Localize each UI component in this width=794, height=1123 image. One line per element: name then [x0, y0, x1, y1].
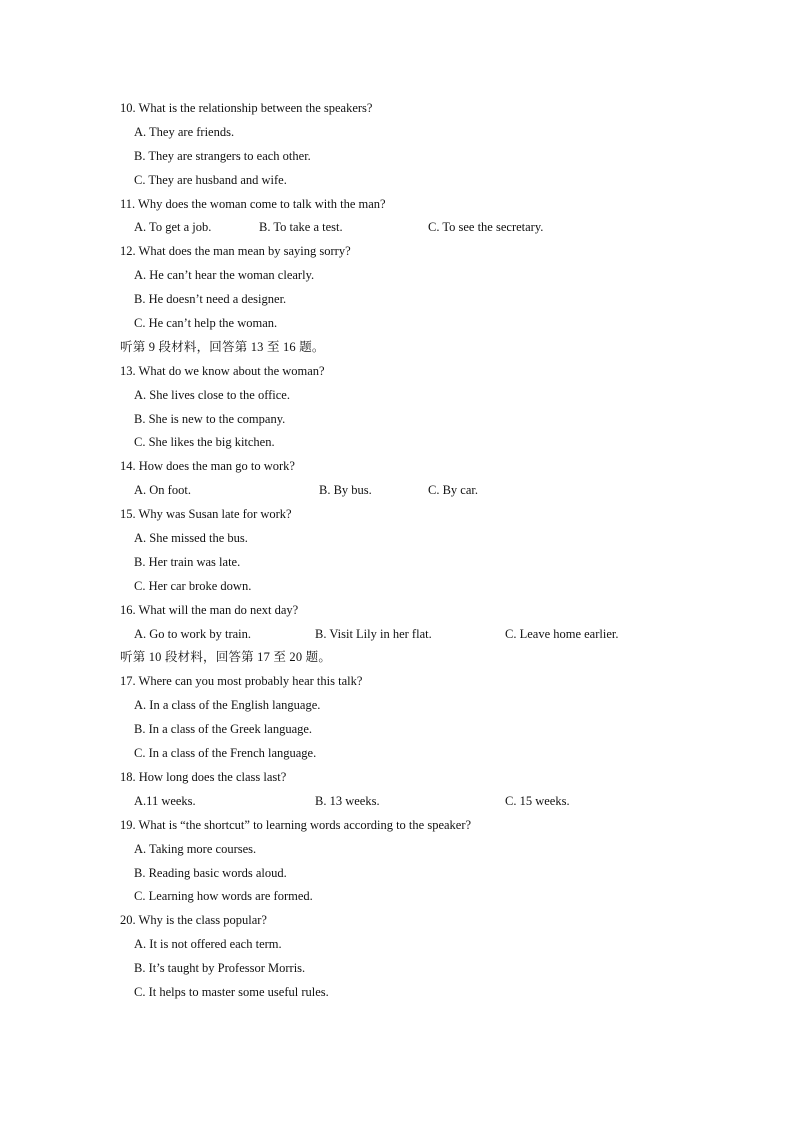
answer-option: A. In a class of the English language. [134, 698, 321, 713]
question-text: 10. What is the relationship between the speakers? [120, 101, 373, 115]
answer-option: A. Go to work by train. [134, 626, 251, 641]
question-text: 20. Why is the class popular? [120, 913, 267, 928]
answer-option: C. She likes the big kitchen. [134, 435, 275, 450]
answer-option: B. They are strangers to each other. [134, 148, 311, 163]
question-text: 13. What do we know about the woman? [120, 363, 325, 378]
question-text: 14. How does the man go to work? [120, 459, 295, 474]
answer-option: A. To get a job. [134, 220, 212, 235]
answer-option: B. Visit Lily in her flat. [315, 626, 432, 641]
answer-option: A. She lives close to the office. [134, 387, 290, 402]
option-row [120, 790, 680, 814]
answer-option: B. By bus. [319, 483, 372, 498]
question-text: 12. What does the man mean by saying sorry? [120, 244, 351, 259]
question-text: 16. What will the man do next day? [120, 602, 299, 617]
answer-option: C. They are husband and wife. [134, 172, 287, 187]
answer-option: B. In a class of the Greek language. [134, 722, 313, 737]
question-text: 19. What is “the shortcut” to learning words according to the speaker? [120, 817, 472, 832]
answer-option: C. 15 weeks. [505, 793, 570, 808]
answer-option: A. It is not offered each term. [134, 937, 282, 952]
answer-option: C. Leave home earlier. [505, 626, 619, 641]
answer-option: B. Reading basic words aloud. [134, 865, 287, 880]
exam-page [120, 97, 680, 1005]
answer-option: C. It helps to master some useful rules. [134, 984, 329, 999]
option-row [120, 216, 680, 240]
answer-option: A.11 weeks. [134, 793, 196, 808]
answer-option: C. He can’t help the woman. [134, 316, 278, 331]
answer-option: B. He doesn’t need a designer. [134, 292, 287, 307]
answer-option: B. She is new to the company. [134, 411, 286, 426]
answer-option: B. To take a test. [259, 220, 343, 235]
question-text: 11. Why does the woman come to talk with the man? [120, 196, 386, 211]
question-text: 15. Why was Susan late for work? [120, 507, 292, 522]
section-instruction: 听第 9 段材料，回答第 13 至 16 题。 [120, 339, 325, 354]
answer-option: C. By car. [428, 483, 478, 498]
answer-option: C. In a class of the French language. [134, 746, 317, 761]
answer-option: B. It’s taught by Professor Morris. [134, 961, 306, 976]
answer-option: A. He can’t hear the woman clearly. [134, 268, 315, 283]
answer-option: A. They are friends. [134, 124, 235, 139]
answer-option: A. On foot. [134, 483, 191, 498]
question-text: 18. How long does the class last? [120, 769, 287, 784]
answer-option: B. Her train was late. [134, 554, 241, 569]
answer-option: C. Learning how words are formed. [134, 889, 313, 904]
answer-option: A. She missed the bus. [134, 531, 248, 546]
answer-option: C. To see the secretary. [428, 220, 544, 235]
option-row [120, 623, 680, 647]
section-instruction: 听第 10 段材料，回答第 17 至 20 题。 [120, 650, 332, 665]
answer-option: C. Her car broke down. [134, 578, 252, 593]
answer-option: B. 13 weeks. [315, 793, 380, 808]
answer-option: A. Taking more courses. [134, 841, 257, 856]
option-row [120, 479, 680, 503]
question-text: 17. Where can you most probably hear this talk? [120, 674, 363, 689]
